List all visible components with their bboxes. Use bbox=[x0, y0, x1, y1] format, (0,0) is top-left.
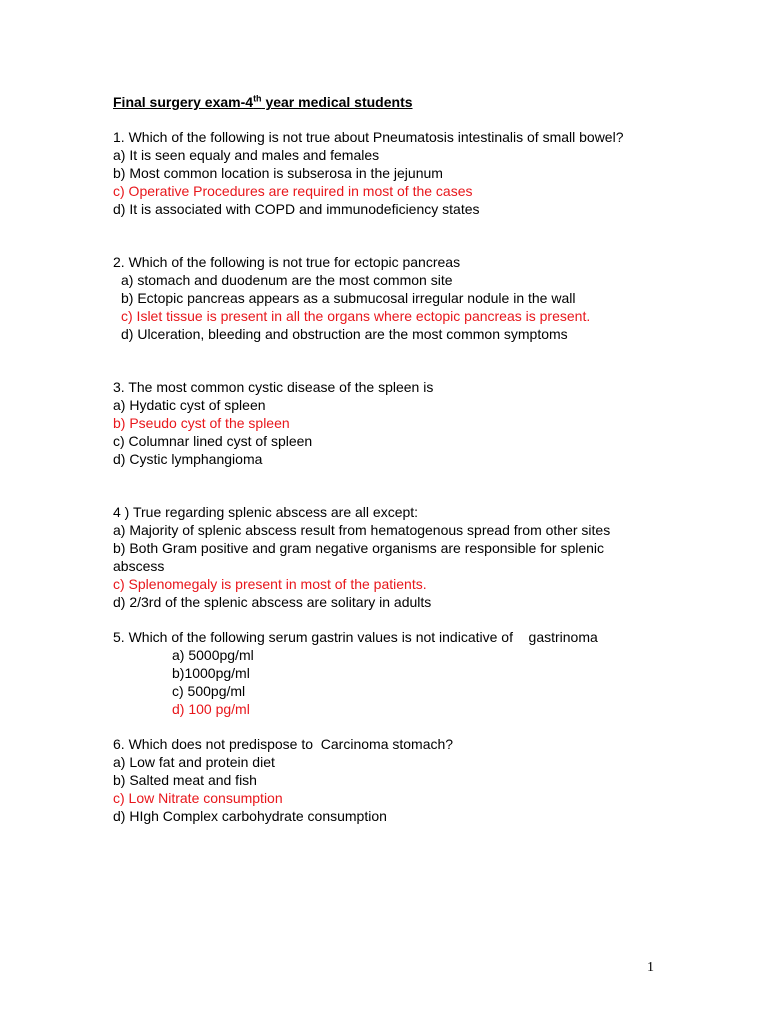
option-b: b)1000pg/ml bbox=[172, 665, 250, 681]
title-suffix: year medical students bbox=[261, 94, 413, 110]
option-b: b) Ectopic pancreas appears as a submucosal irregular nodule in the wall bbox=[121, 290, 576, 306]
option-c: c) Columnar lined cyst of spleen bbox=[113, 433, 313, 449]
option-b: b) Both Gram positive and gram negative organisms are responsible for splenic abscess bbox=[113, 540, 605, 574]
option-a: a) 5000pg/ml bbox=[172, 647, 254, 663]
option-d: d) HIgh Complex carbohydrate consumption bbox=[113, 808, 387, 824]
title-prefix: Final surgery exam-4 bbox=[113, 94, 254, 110]
page-number: 1 bbox=[647, 960, 654, 975]
option-b-correct-answer: b) Pseudo cyst of the spleen bbox=[113, 415, 290, 431]
option-b: b) Most common location is subserosa in the jejunum bbox=[113, 165, 443, 181]
option-c-correct-answer: c) Operative Procedures are required in most of the cases bbox=[113, 183, 473, 199]
question-1 bbox=[113, 128, 653, 218]
question-3 bbox=[113, 378, 653, 468]
question-6 bbox=[113, 735, 653, 825]
question-stem: 1. Which of the following is not true about Pneumatosis intestinalis of small bowel? bbox=[113, 129, 624, 145]
option-b: b) Salted meat and fish bbox=[113, 772, 257, 788]
option-c: c) 500pg/ml bbox=[172, 683, 246, 699]
option-a: a) It is seen equaly and males and females bbox=[113, 147, 380, 163]
option-a: a) Majority of splenic abscess result from hematogenous spread from other sites bbox=[113, 522, 611, 538]
document-title bbox=[113, 94, 413, 111]
option-d: d) It is associated with COPD and immunodeficiency states bbox=[113, 201, 480, 217]
question-stem: 2. Which of the following is not true for ectopic pancreas bbox=[113, 254, 461, 270]
option-d: d) Ulceration, bleeding and obstruction are the most common symptoms bbox=[121, 326, 568, 342]
option-d: d) Cystic lymphangioma bbox=[113, 451, 263, 467]
option-d-correct-answer: d) 100 pg/ml bbox=[172, 701, 250, 717]
option-a: a) stomach and duodenum are the most common site bbox=[121, 272, 453, 288]
question-4 bbox=[113, 503, 653, 611]
question-stem: 3. The most common cystic disease of the spleen is bbox=[113, 379, 434, 395]
question-2 bbox=[113, 253, 653, 343]
question-stem: 5. Which of the following serum gastrin values is not indicative of gastrinoma bbox=[113, 629, 598, 645]
title-superscript: th bbox=[253, 93, 262, 104]
option-d: d) 2/3rd of the splenic abscess are solitary in adults bbox=[113, 594, 432, 610]
option-c-correct-answer: c) Low Nitrate consumption bbox=[113, 790, 283, 806]
option-c-correct-answer: c) Splenomegaly is present in most of the patients. bbox=[113, 576, 427, 592]
option-c-correct-answer: c) Islet tissue is present in all the organs where ectopic pancreas is present. bbox=[121, 308, 591, 324]
option-a: a) Low fat and protein diet bbox=[113, 754, 275, 770]
question-stem: 6. Which does not predispose to Carcinoma stomach? bbox=[113, 736, 454, 752]
question-5 bbox=[113, 628, 653, 718]
option-a: a) Hydatic cyst of spleen bbox=[113, 397, 266, 413]
question-stem: 4 ) True regarding splenic abscess are all except: bbox=[113, 504, 419, 520]
